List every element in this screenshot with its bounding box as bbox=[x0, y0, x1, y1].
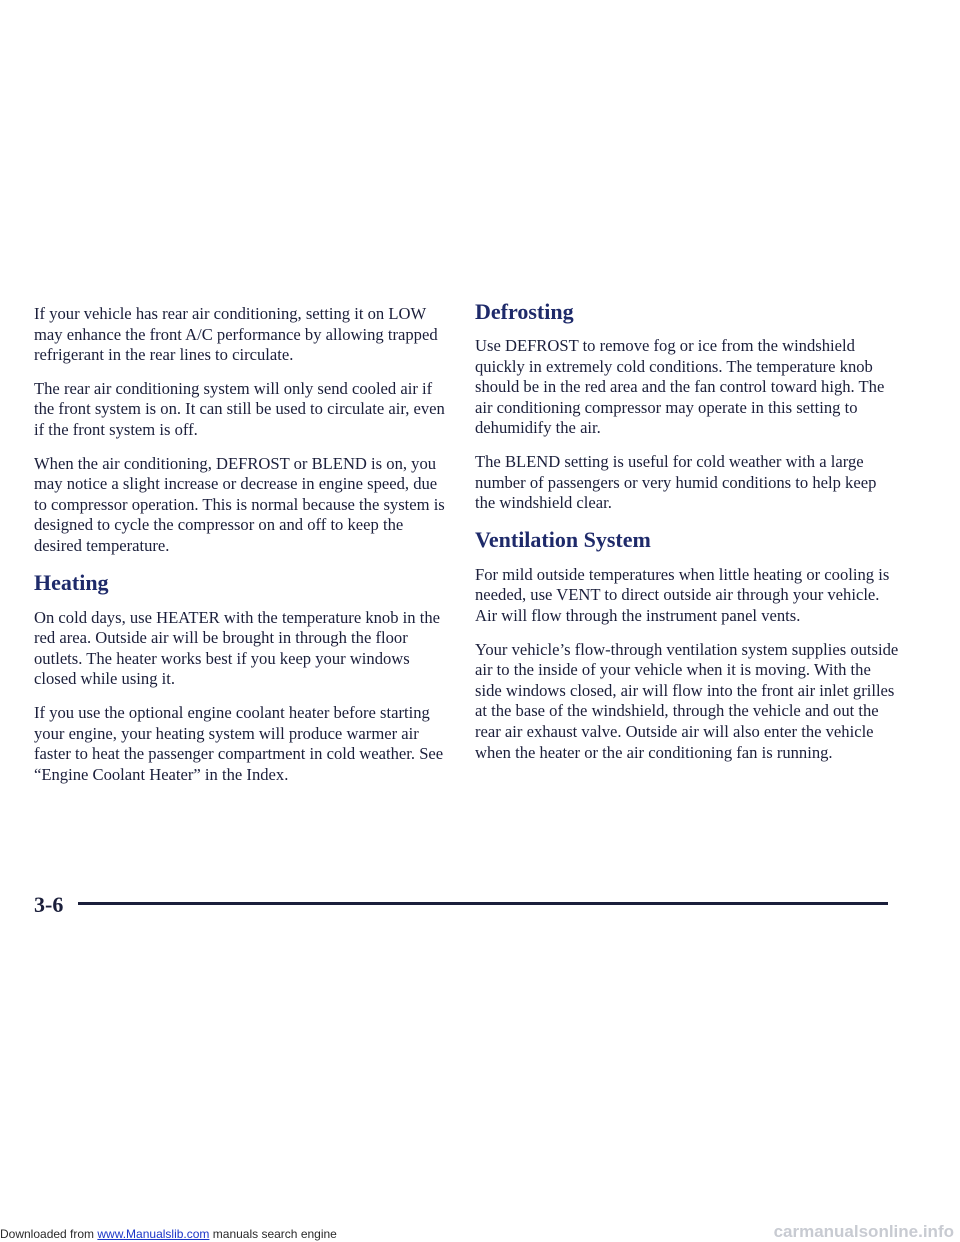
paragraph-engine-speed: When the air conditioning, DEFROST or BLEND is on, you may notice a slight increase or decrease in engine speed, due to compressor operation. This is normal because the system is designed to cycle the compressor on and off to keep the desired temperature. bbox=[34, 453, 445, 555]
paragraph-rear-ac-low: If your vehicle has rear air conditioning, setting it on LOW may enhance the front A/C performance by allowing trapped refrigerant in the rear lines to circulate. bbox=[34, 304, 438, 365]
paragraph-defrost: Use DEFROST to remove fog or ice from the windshield quickly in extremely cold conditions. The temperature knob should be in the red area and the fan control toward high. The air conditioning compressor may operate in this setting to dehumidify the air. bbox=[475, 336, 885, 438]
paragraph-vent: For mild outside temperatures when little heating or cooling is needed, use VENT to direct outside air through your vehicle. Air will flow through the instrument panel vents. bbox=[475, 564, 890, 625]
heading-defrosting: Defrosting bbox=[475, 299, 574, 324]
heading-ventilation-system: Ventilation System bbox=[475, 526, 651, 552]
footer-suffix: manuals search engine bbox=[209, 1227, 337, 1241]
paragraph-coolant-heater: If you use the optional engine coolant heater before starting your engine, your heating system will produce warmer air faster to heat the passenger compartment in cold weather. See “Engine Coolant Heater” in the Index. bbox=[34, 702, 444, 784]
right-column bbox=[475, 299, 900, 776]
page-number: 3-6 bbox=[34, 892, 64, 917]
left-column bbox=[34, 304, 454, 798]
paragraph-blend: The BLEND setting is useful for cold weather with a large number of passengers or very humid conditions to help keep the windshield clear. bbox=[475, 451, 877, 513]
footer-rule bbox=[78, 902, 888, 905]
download-footer bbox=[0, 1227, 337, 1241]
paragraph-flow-through: Your vehicle’s flow-through ventilation system supplies outside air to the inside of your vehicle when it is moving. With the side windows closed, air will flow into the front air inlet grilles at the base of the windshield, through the vehicle and out the rear air exhaust valve. Outside air will also enter the vehicle when the heater or the air conditioning fan is running. bbox=[475, 639, 899, 762]
site-watermark: carmanualsonline.info bbox=[773, 1222, 954, 1241]
manualslib-link[interactable]: www.Manualslib.com bbox=[97, 1227, 210, 1241]
paragraph-rear-ac-front: The rear air conditioning system will only send cooled air if the front system is on. It can still be used to circulate air, even if the front system is off. bbox=[34, 378, 445, 439]
footer-prefix: Downloaded from bbox=[0, 1227, 98, 1241]
heading-heating: Heating bbox=[34, 569, 109, 595]
paragraph-heater: On cold days, use HEATER with the temperature knob in the red area. Outside air will be brought in through the floor outlets. The heater works best if you keep your windows closed while using it. bbox=[34, 607, 440, 689]
